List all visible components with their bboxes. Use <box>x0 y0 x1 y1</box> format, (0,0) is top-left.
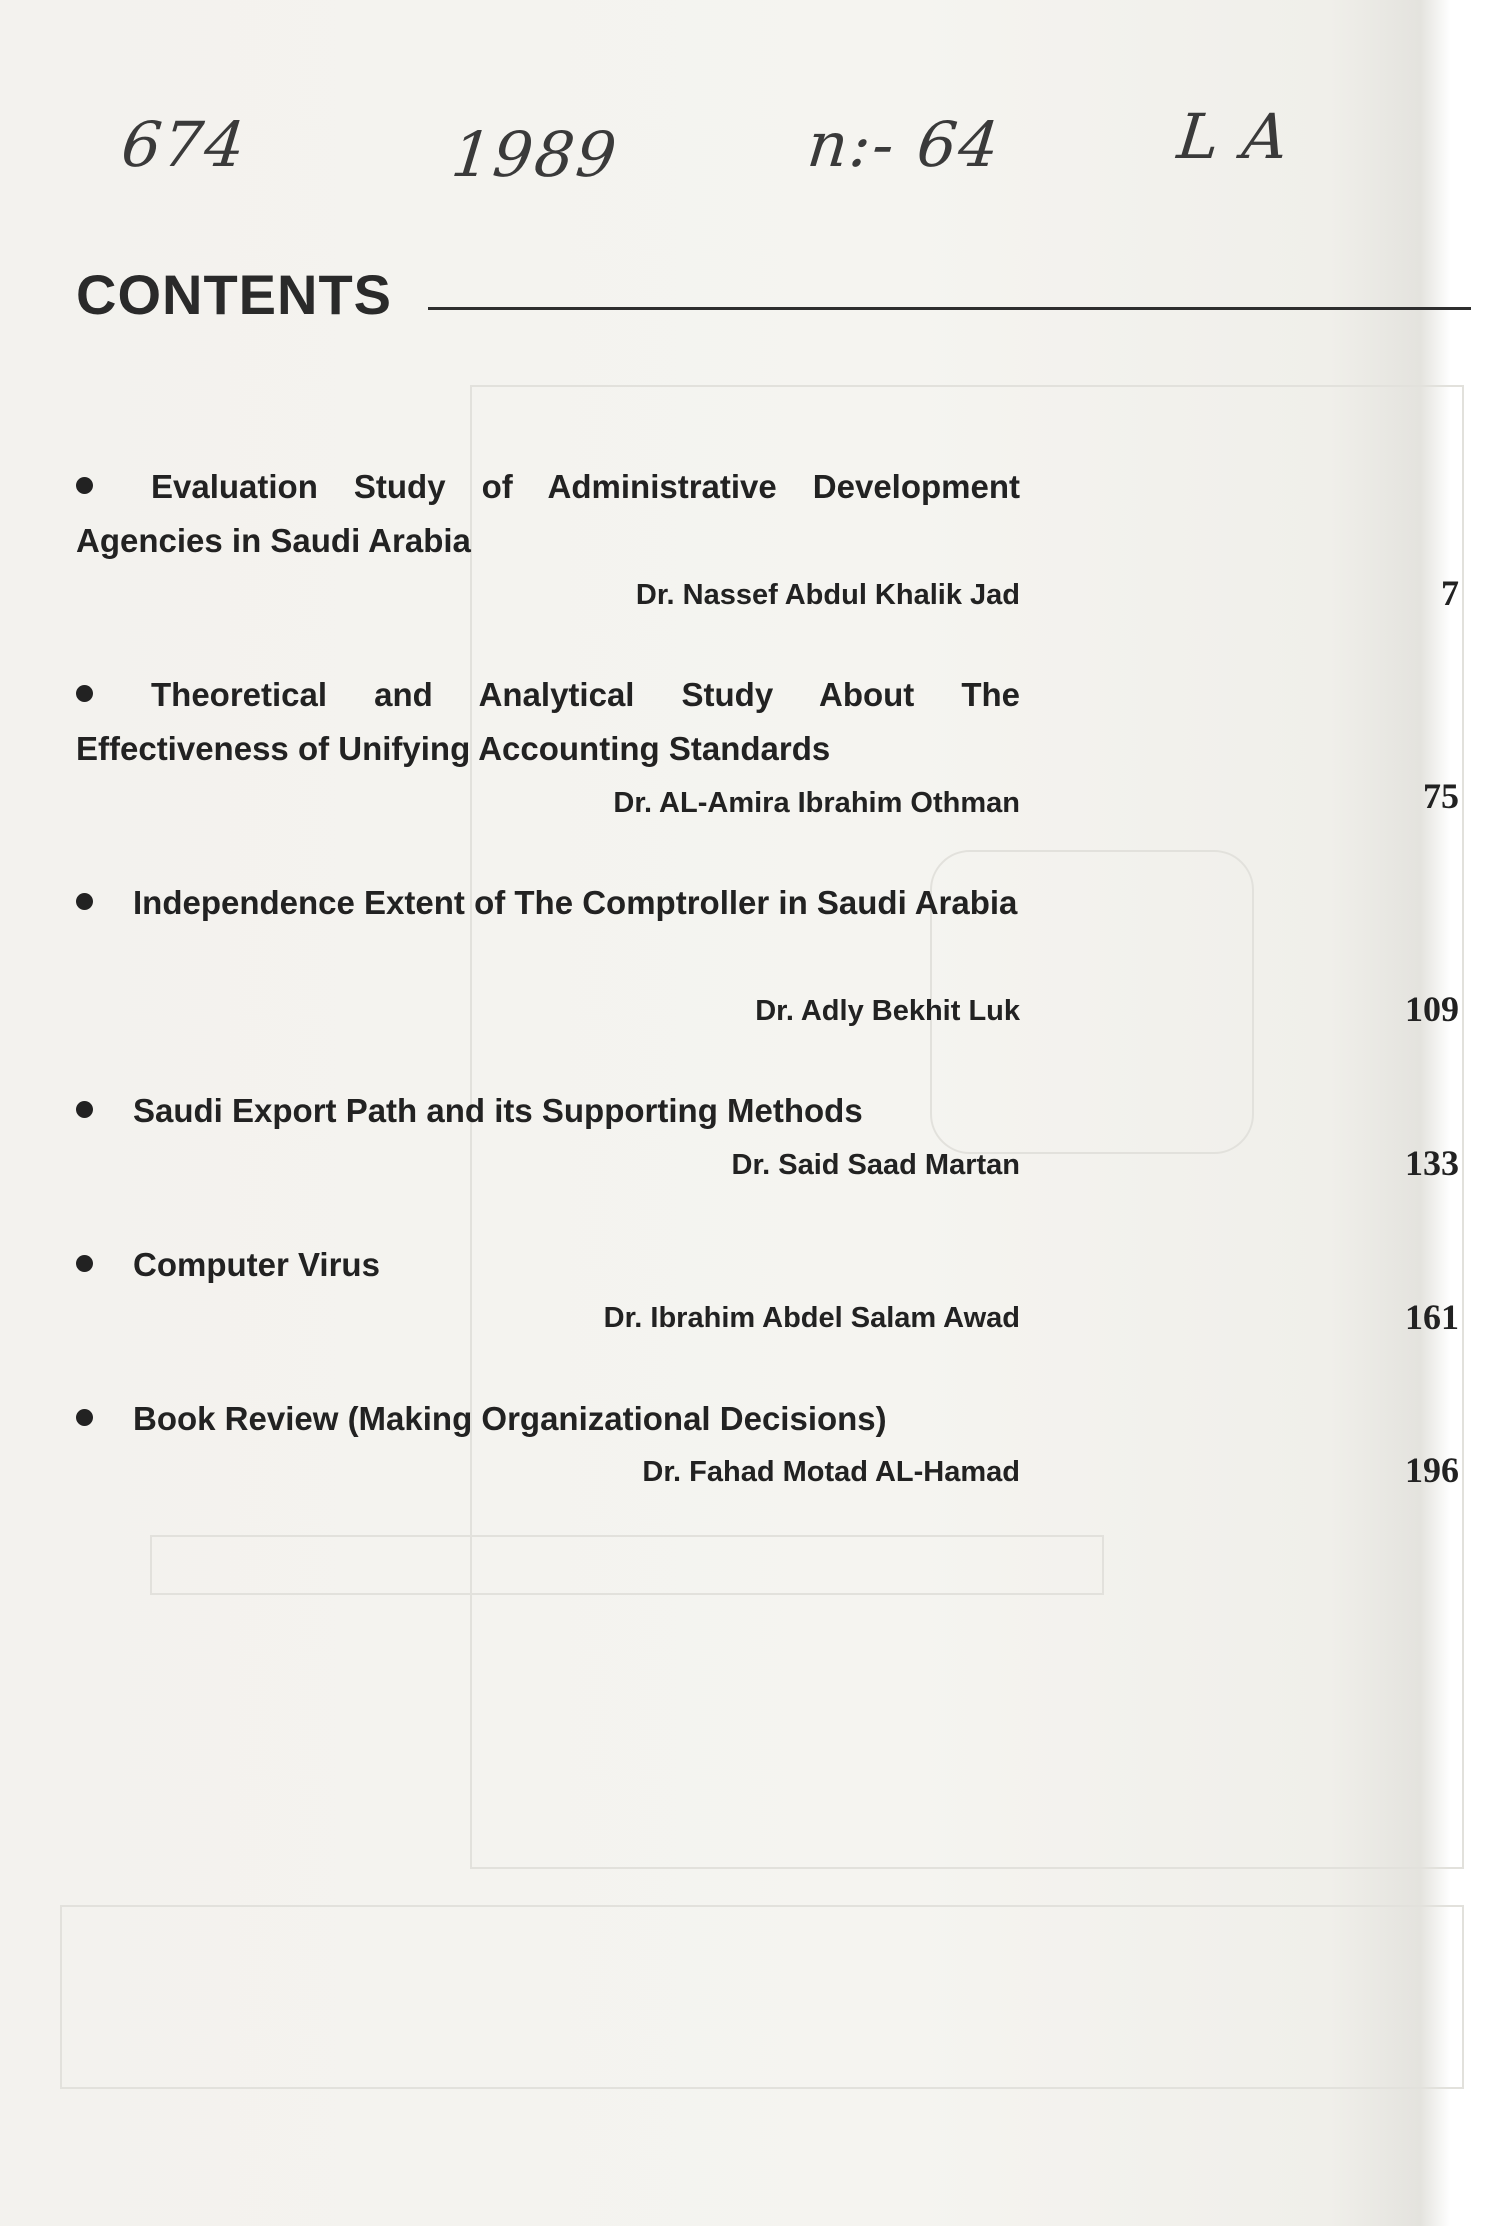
handwritten-note-year: 1989 <box>448 118 622 191</box>
bullet-icon <box>76 1409 93 1426</box>
toc-entry-title-text: Theoretical and Analytical Study About The Effectiveness of Unifying Accounting Standards <box>76 676 1020 767</box>
toc-entry-title <box>76 1238 1020 1292</box>
toc-entry-page-number: 7 <box>1441 573 1459 613</box>
toc-entry-title-text: Evaluation Study of Administrative Development Agencies in Saudi Arabia <box>76 468 1020 559</box>
handwritten-note-left: 674 <box>118 108 251 181</box>
toc-entry-title-text: Independence Extent of The Comptroller in Saudi Arabia <box>133 884 1018 921</box>
toc-entry-title <box>76 668 1020 776</box>
heading-rule <box>428 307 1471 310</box>
handwritten-note-right: L A <box>1174 100 1294 173</box>
toc-entry-page-number: 109 <box>1405 989 1459 1029</box>
toc-entry-page-number: 161 <box>1405 1297 1459 1337</box>
toc-entry-page-number: 196 <box>1405 1450 1459 1490</box>
toc-entry-title-text: Computer Virus <box>133 1246 380 1283</box>
toc-entry-author: Dr. Ibrahim Abdel Salam Awad <box>603 1302 1020 1334</box>
toc-entry-title-text: Saudi Export Path and its Supporting Methods <box>133 1092 863 1129</box>
toc-entry-author: Dr. AL-Amira Ibrahim Othman <box>613 787 1020 819</box>
bullet-icon <box>76 893 93 910</box>
bleed-through-strip <box>150 1535 1104 1595</box>
toc-entry-page-number: 133 <box>1405 1143 1459 1183</box>
bullet-icon <box>76 477 93 494</box>
toc-entry-author: Dr. Adly Bekhit Luk <box>755 995 1020 1027</box>
toc-entry-author: Dr. Nassef Abdul Khalik Jad <box>635 579 1020 611</box>
handwritten-note-issue: n:- 64 <box>804 108 1005 181</box>
toc-entry-title <box>76 1392 1020 1446</box>
toc-entry-title <box>76 1084 1020 1138</box>
bleed-through-panel <box>60 1905 1464 2089</box>
toc-entry-author: Dr. Fahad Motad AL-Hamad <box>642 1456 1020 1488</box>
contents-heading: CONTENTS <box>76 263 392 326</box>
toc-entry-author: Dr. Said Saad Martan <box>731 1149 1020 1181</box>
toc-entry-page-number: 75 <box>1423 776 1459 816</box>
toc-entry-title-text: Book Review (Making Organizational Decisions) <box>133 1400 887 1437</box>
toc-entry-title <box>76 460 1020 568</box>
bullet-icon <box>76 685 93 702</box>
bullet-icon <box>76 1255 93 1272</box>
toc-entry-title <box>76 876 1020 930</box>
bullet-icon <box>76 1101 93 1118</box>
